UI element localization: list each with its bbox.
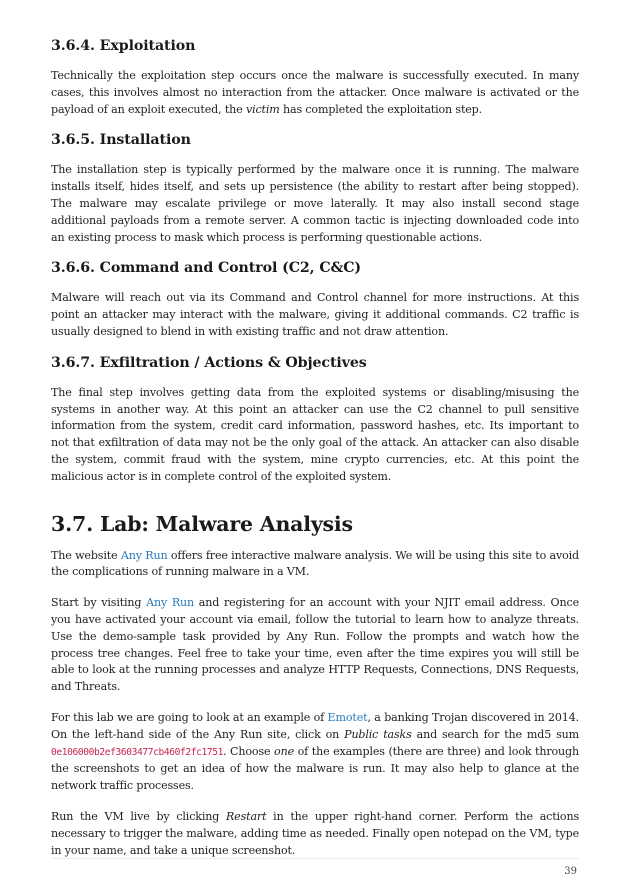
lab-paragraph-3 (51, 710, 579, 795)
section-heading-command-control: 3.6.6. Command and Control (C2, C&C) (51, 260, 362, 277)
page-content (51, 38, 579, 873)
exfiltration-paragraph: The final step involves getting data from the exploited systems or disabling/misusing the systems in another way. At this point an attacker can use the C2 channel to pull sensitive information from the system, credit card information, password hashes, etc. Its important to not that exfiltration of data may not be the only goal of the attack. An attacker can also disable the system, commit fraud with the system, mine crypto currencies, etc. At this point the malicious actor is in complete control of the exploited system. (51, 385, 579, 483)
any-run-link[interactable]: Any Run (120, 548, 168, 562)
emphasis-public-tasks: Public tasks (344, 727, 412, 741)
section-heading-lab: 3.7. Lab: Malware Analysis (51, 511, 353, 536)
lab-paragraph-2 (51, 595, 579, 696)
section-heading-exfiltration: 3.6.7. Exfiltration / Actions & Objectives (51, 354, 367, 371)
installation-paragraph: The installation step is typically performed by the malware once it is running. The malware installs itself, hides itself, and sets up persistence (the ability to restart after being stopped). The malware may escalate privilege or move laterally. It may also install second stage additional payloads from a remote server. A common tactic is injecting downloaded code into an existing process to mask which process is performing questionable actions. (51, 163, 579, 244)
footer-divider (51, 858, 579, 859)
page-number: 39 (564, 866, 577, 877)
exploitation-paragraph (51, 68, 579, 118)
text-run: The website (51, 548, 121, 562)
lab-paragraph-4 (51, 809, 579, 859)
text-run: in the upper right-hand corner. Perform the actions necessary to trigger the malware, adding time as needed. Finally open notepad on the VM, type in your name, and take a unique screenshot. (51, 809, 579, 857)
text-run: Start by visiting (51, 596, 147, 610)
any-run-link[interactable]: Any Run (146, 596, 195, 610)
text-run: Run the VM live by clicking (51, 809, 226, 823)
emphasis-one: one (274, 744, 294, 758)
text-run: . Choose (223, 744, 275, 758)
command-control-paragraph: Malware will reach out via its Command and Control channel for more instructions. At this point an attacker may interact with the malware, giving it additional commands. C2 traffic is usually designed to blend in with existing traffic and not draw attention. (51, 291, 579, 338)
text-run: and search for the md5 sum (411, 727, 579, 741)
text-run: has completed the exploitation step. (279, 102, 483, 116)
text-run: and registering for an account with your NJIT email address. Once you have activated your account via email, follow the tutorial to learn how to analyze threats. Use the demo-sample task provided by Any Run. Follow the prompts and watch how the process tree changes. Feel free to take your time, even after the time expires you will still be able to look at the running processes and analyze HTTP Requests, Connections, DNS Requests, and Threats. (51, 596, 579, 694)
section-heading-exploitation: 3.6.4. Exploitation (51, 38, 196, 54)
text-run: For this lab we are going to look at an example of (51, 710, 328, 724)
emotet-link[interactable]: Emotet (327, 710, 368, 724)
text-run: Technically the exploitation step occurs once the malware is successfully executed. In many cases, this involves almost no interaction from the attacker. Once malware is activated or the payload of an exploit executed, the (51, 69, 579, 116)
text-run: of the examples (there are three) and look through the screenshots to get an idea of how the malware is run. It may also help to glance at the network traffic processes. (51, 744, 579, 793)
lab-paragraph-1 (51, 548, 579, 582)
md5-hash-code: 0e106000b2ef3603477cb460f2fc1751 (51, 746, 224, 758)
emphasis-victim: victim (245, 102, 280, 116)
text-run: , a banking Trojan discovered in 2014. On the left-hand side of the Any Run site, click on (51, 710, 579, 741)
emphasis-restart: Restart (225, 809, 267, 823)
text-run: offers free interactive malware analysis. We will be using this site to avoid the complications of running malware in a VM. (51, 548, 579, 579)
section-heading-installation: 3.6.5. Installation (51, 132, 191, 149)
